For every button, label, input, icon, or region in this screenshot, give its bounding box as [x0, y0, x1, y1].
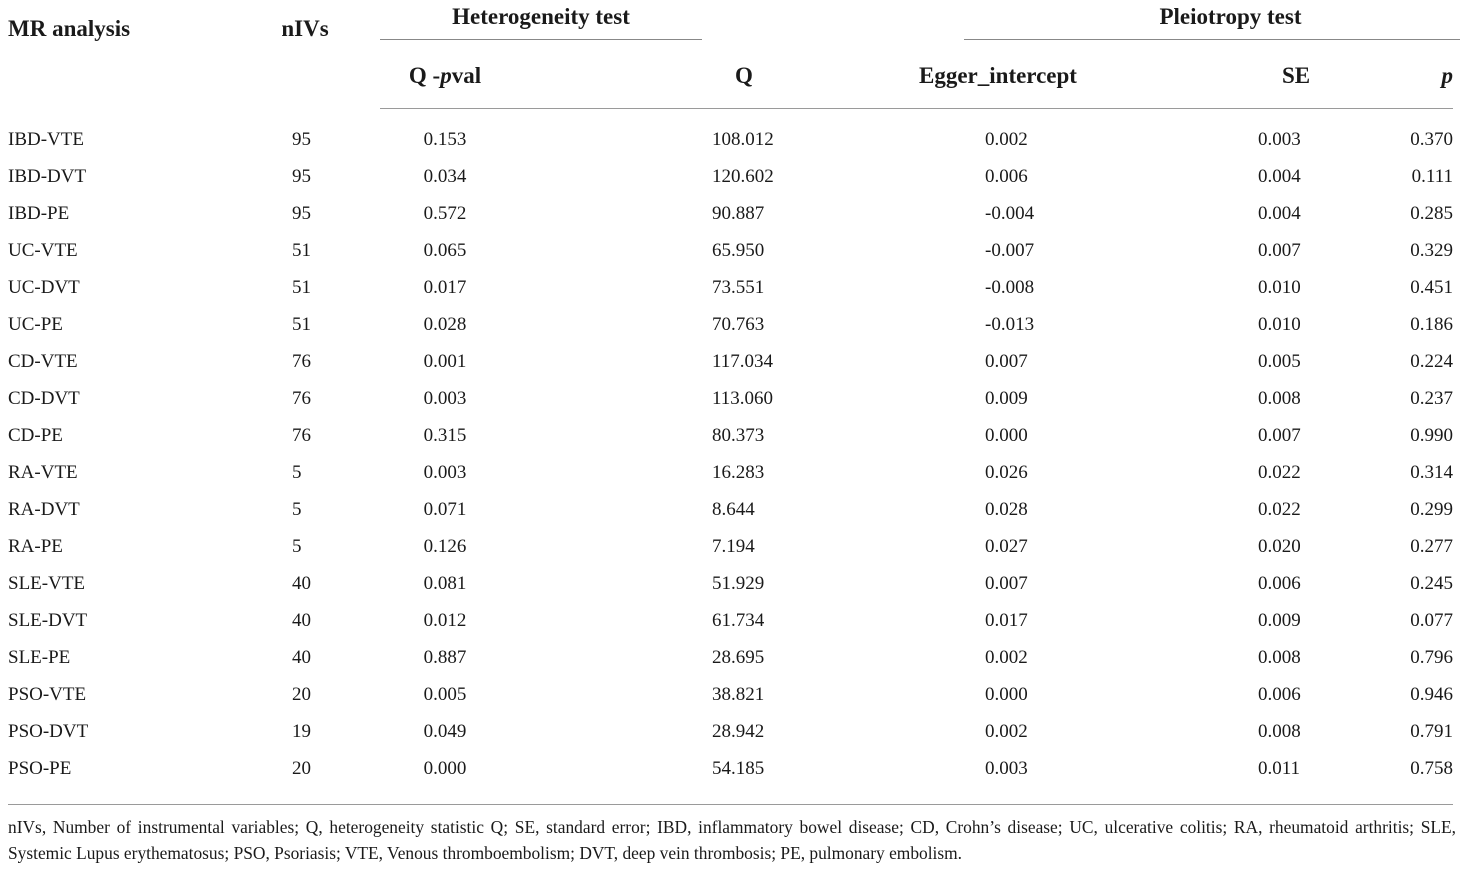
- cell-p: 0.285: [1410, 202, 1454, 224]
- cell-p: 0.186: [1410, 313, 1454, 335]
- cell-q-pval-value: 0.071: [423, 498, 467, 520]
- cell-se: 0.006: [1258, 573, 1301, 595]
- cell-analysis: SLE-PE: [8, 647, 71, 669]
- cell-egger-intercept: 0.026: [985, 461, 1028, 483]
- table-row: [8, 195, 1453, 232]
- cell-analysis: IBD-DVT: [8, 165, 87, 187]
- cell-analysis: PSO-VTE: [8, 684, 87, 706]
- cell-analysis: SLE-DVT: [8, 610, 88, 632]
- cell-se: 0.007: [1258, 239, 1301, 261]
- cell-nivs: 40: [292, 647, 311, 669]
- header-mr-analysis: MR analysis: [8, 16, 131, 41]
- cell-q-pval-value: 0.572: [423, 202, 467, 224]
- cell-q-pval: [380, 751, 510, 788]
- table-row: [8, 232, 1453, 269]
- cell-p: 0.277: [1410, 536, 1454, 558]
- cell-egger-intercept: 0.002: [985, 128, 1028, 150]
- cell-q-pval-value: 0.034: [423, 165, 467, 187]
- cell-analysis: CD-VTE: [8, 350, 78, 372]
- cell-q-pval: [380, 454, 510, 491]
- cell-q-pval-value: 0.049: [423, 721, 467, 743]
- cell-egger-intercept: 0.002: [985, 721, 1028, 743]
- cell-q-pval-value: 0.126: [423, 536, 467, 558]
- cell-p: 0.299: [1410, 498, 1454, 520]
- cell-q-pval: [380, 195, 510, 232]
- cell-egger-intercept: 0.027: [985, 536, 1028, 558]
- cell-analysis: UC-VTE: [8, 239, 78, 261]
- table-bottom-rule: [8, 804, 1453, 805]
- cell-q-pval-value: 0.017: [423, 276, 467, 298]
- table-row: [8, 751, 1453, 788]
- cell-egger-intercept: 0.009: [985, 387, 1028, 409]
- cell-egger-intercept: 0.007: [985, 350, 1028, 372]
- cell-q: 80.373: [712, 424, 765, 446]
- cell-nivs: 51: [292, 276, 311, 298]
- cell-nivs: 51: [292, 239, 311, 261]
- cell-q: 73.551: [712, 276, 765, 298]
- cell-q: 7.194: [712, 536, 755, 558]
- header-egger-intercept: Egger_intercept: [836, 44, 1094, 109]
- cell-q: 61.734: [712, 610, 765, 632]
- cell-q-pval: [380, 603, 510, 640]
- cell-egger-intercept: -0.004: [985, 202, 1035, 224]
- table-row: [8, 269, 1453, 306]
- cell-q: 38.821: [712, 684, 765, 706]
- cell-nivs: 95: [292, 128, 311, 150]
- table-row: [8, 603, 1453, 640]
- cell-egger-intercept: 0.000: [985, 684, 1028, 706]
- cell-p: 0.237: [1410, 387, 1454, 409]
- table-row: [8, 380, 1453, 417]
- cell-q-pval: [380, 306, 510, 343]
- cell-analysis: RA-PE: [8, 536, 63, 558]
- cell-q: 16.283: [712, 461, 765, 483]
- cell-q-pval: [380, 232, 510, 269]
- cell-p: 0.451: [1410, 276, 1454, 298]
- table-row: [8, 343, 1453, 380]
- cell-q-pval-value: 0.065: [423, 239, 467, 261]
- cell-se: 0.011: [1258, 758, 1301, 780]
- cell-se: 0.004: [1258, 165, 1301, 187]
- cell-p: 0.791: [1410, 721, 1454, 743]
- mr-results-table: [8, 0, 1453, 788]
- table-row: [8, 714, 1453, 751]
- cell-q-pval-value: 0.012: [423, 610, 467, 632]
- cell-se: 0.020: [1258, 536, 1301, 558]
- cell-q-pval: [380, 417, 510, 454]
- cell-nivs: 40: [292, 610, 311, 632]
- header-p: p: [1324, 44, 1453, 109]
- cell-egger-intercept: 0.002: [985, 647, 1028, 669]
- cell-q: 65.950: [712, 239, 765, 261]
- header-pleiotropy-group: [836, 0, 1453, 44]
- header-pleiotropy-label: Pleiotropy test: [1159, 4, 1302, 29]
- cell-analysis: CD-PE: [8, 424, 63, 446]
- cell-q-pval-value: 0.887: [423, 647, 467, 669]
- cell-se: 0.008: [1258, 387, 1301, 409]
- cell-egger-intercept: -0.013: [985, 313, 1035, 335]
- table-footnote: nIVs, Number of instrumental variables; Q, heterogeneity statistic Q; SE, standard error; IBD, inflammatory bowel disease; CD, Crohn’s disease; UC, ulcerative colitis; RA, rheumatoid arthritis; SLE, Systemic Lupus erythematosus; PSO, Psoriasis; VTE, Venous thromboembolism; DVT, deep vein thrombosis; PE, pulmonary embolism.: [8, 817, 1456, 863]
- table-row: [8, 640, 1453, 677]
- cell-q-pval-value: 0.081: [423, 573, 467, 595]
- cell-analysis: UC-DVT: [8, 276, 80, 298]
- cell-nivs: 5: [292, 461, 302, 483]
- cell-se: 0.003: [1258, 128, 1301, 150]
- heterogeneity-underline: [380, 39, 702, 40]
- table-header: [8, 0, 1453, 109]
- cell-q-pval: [380, 677, 510, 714]
- cell-nivs: 19: [292, 721, 311, 743]
- cell-analysis: RA-DVT: [8, 498, 80, 520]
- cell-se: 0.010: [1258, 276, 1301, 298]
- cell-q-pval-value: 0.028: [423, 313, 467, 335]
- cell-se: 0.022: [1258, 461, 1301, 483]
- cell-q: 113.060: [712, 387, 774, 409]
- cell-q: 51.929: [712, 573, 765, 595]
- cell-q: 117.034: [712, 350, 774, 372]
- cell-q-pval: [380, 566, 510, 603]
- cell-egger-intercept: 0.003: [985, 758, 1028, 780]
- header-se: SE: [1094, 44, 1324, 109]
- cell-nivs: 20: [292, 758, 311, 780]
- cell-q-pval: [380, 343, 510, 380]
- cell-p: 0.224: [1410, 350, 1454, 372]
- cell-egger-intercept: 0.006: [985, 165, 1028, 187]
- cell-nivs: 95: [292, 165, 311, 187]
- cell-q: 120.602: [712, 165, 774, 187]
- cell-egger-intercept: 0.000: [985, 424, 1028, 446]
- cell-q: 8.644: [712, 498, 755, 520]
- cell-nivs: 40: [292, 573, 311, 595]
- table-row: [8, 529, 1453, 566]
- cell-q: 108.012: [712, 128, 774, 150]
- cell-se: 0.009: [1258, 610, 1301, 632]
- cell-q-pval-value: 0.153: [423, 128, 467, 150]
- header-nivs: nIVs: [281, 16, 329, 41]
- cell-nivs: 5: [292, 498, 302, 520]
- cell-q-pval-value: 0.003: [423, 461, 467, 483]
- table-row: [8, 306, 1453, 343]
- cell-egger-intercept: 0.007: [985, 573, 1028, 595]
- cell-se: 0.008: [1258, 721, 1301, 743]
- cell-analysis: IBD-VTE: [8, 128, 84, 150]
- cell-analysis: PSO-PE: [8, 758, 72, 780]
- cell-q: 28.942: [712, 721, 765, 743]
- header-q: Q: [510, 44, 836, 109]
- cell-nivs: 76: [292, 424, 311, 446]
- cell-analysis: IBD-PE: [8, 202, 70, 224]
- table-row: [8, 677, 1453, 714]
- cell-p: 0.990: [1410, 424, 1454, 446]
- cell-q-pval: [380, 269, 510, 306]
- cell-analysis: RA-VTE: [8, 461, 78, 483]
- table-row: [8, 454, 1453, 491]
- cell-q-pval-value: 0.005: [423, 684, 467, 706]
- cell-q-pval-value: 0.001: [423, 350, 467, 372]
- table-row: [8, 491, 1453, 528]
- cell-analysis: CD-DVT: [8, 387, 80, 409]
- cell-q-pval: [380, 121, 510, 158]
- cell-q-pval: [380, 491, 510, 528]
- cell-p: 0.796: [1410, 647, 1454, 669]
- cell-egger-intercept: -0.008: [985, 276, 1035, 298]
- cell-analysis: PSO-DVT: [8, 721, 89, 743]
- cell-q: 90.887: [712, 202, 765, 224]
- cell-nivs: 5: [292, 536, 302, 558]
- cell-q-pval-value: 0.003: [423, 387, 467, 409]
- cell-se: 0.010: [1258, 313, 1301, 335]
- cell-analysis: SLE-VTE: [8, 573, 86, 595]
- cell-p: 0.077: [1410, 610, 1454, 632]
- cell-p: 0.245: [1410, 573, 1454, 595]
- cell-se: 0.007: [1258, 424, 1301, 446]
- cell-se: 0.004: [1258, 202, 1301, 224]
- cell-q-pval: [380, 380, 510, 417]
- pleiotropy-underline: [964, 39, 1460, 40]
- header-heterogeneity-label: Heterogeneity test: [452, 4, 630, 29]
- table-body: [8, 109, 1453, 788]
- cell-p: 0.329: [1410, 239, 1454, 261]
- cell-q: 54.185: [712, 758, 765, 780]
- cell-q-pval: [380, 529, 510, 566]
- cell-p: 0.370: [1410, 128, 1454, 150]
- cell-nivs: 76: [292, 387, 311, 409]
- cell-q-pval: [380, 714, 510, 751]
- cell-q-pval: [380, 640, 510, 677]
- cell-q: 70.763: [712, 313, 765, 335]
- cell-p: 0.314: [1410, 461, 1454, 483]
- cell-egger-intercept: 0.028: [985, 498, 1028, 520]
- cell-q-pval-value: 0.000: [423, 758, 467, 780]
- cell-q-pval-value: 0.315: [423, 424, 467, 446]
- cell-se: 0.022: [1258, 498, 1301, 520]
- table-row: [8, 158, 1453, 195]
- cell-p: 0.758: [1410, 758, 1454, 780]
- header-q-pval: Q -pval: [380, 44, 510, 109]
- cell-p: 0.111: [1411, 165, 1454, 187]
- cell-egger-intercept: -0.007: [985, 239, 1035, 261]
- cell-se: 0.006: [1258, 684, 1301, 706]
- cell-analysis: UC-PE: [8, 313, 63, 335]
- cell-se: 0.008: [1258, 647, 1301, 669]
- cell-egger-intercept: 0.017: [985, 610, 1028, 632]
- header-heterogeneity-group: [380, 0, 836, 44]
- cell-nivs: 20: [292, 684, 311, 706]
- cell-nivs: 76: [292, 350, 311, 372]
- cell-se: 0.005: [1258, 350, 1301, 372]
- cell-p: 0.946: [1410, 684, 1454, 706]
- table-row: [8, 417, 1453, 454]
- cell-q: 28.695: [712, 647, 765, 669]
- table-row: [8, 121, 1453, 158]
- cell-nivs: 51: [292, 313, 311, 335]
- table-row: [8, 566, 1453, 603]
- cell-q-pval: [380, 158, 510, 195]
- cell-nivs: 95: [292, 202, 311, 224]
